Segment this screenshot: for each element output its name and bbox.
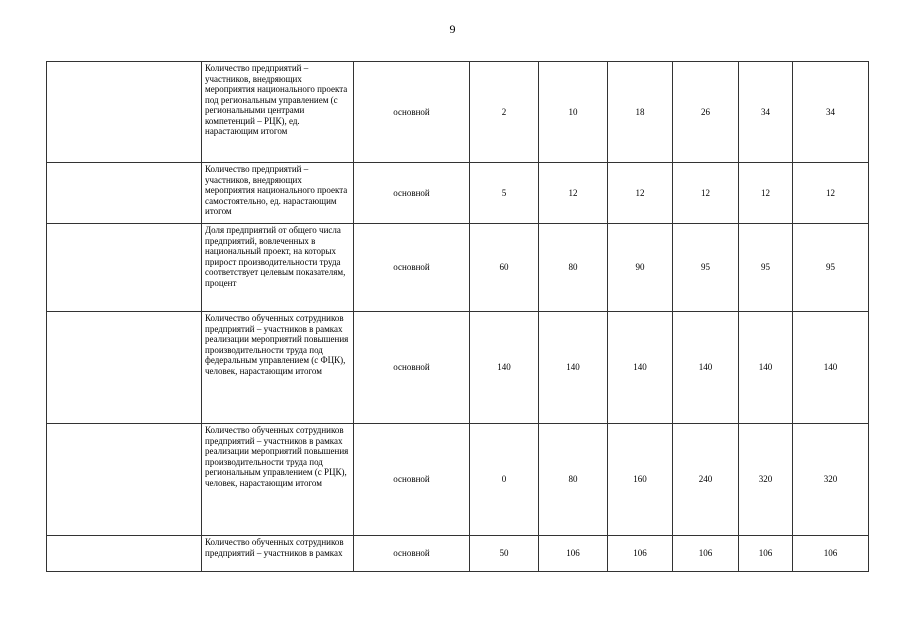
indicator-name-cell: Количество обученных сотрудников предприятий – участников в рамках	[202, 536, 354, 572]
value-cell: 80	[539, 424, 608, 536]
value-cell: 140	[608, 312, 673, 424]
value-cell: 95	[673, 224, 739, 312]
indicator-name-cell: Доля предприятий от общего числа предприятий, вовлеченных в национальный проект, на которых прирост производительности труда соответствует целевым показателям, процент	[202, 224, 354, 312]
table-row	[47, 224, 869, 312]
value-cell: 12	[739, 163, 793, 224]
value-cell: 26	[673, 62, 739, 163]
indicator-name-cell: Количество предприятий – участников, внедряющих мероприятия национального проекта самостоятельно, ед. нарастающим итогом	[202, 163, 354, 224]
value-cell: 106	[793, 536, 869, 572]
empty-cell	[47, 62, 202, 163]
value-cell: 0	[470, 424, 539, 536]
value-cell: 240	[673, 424, 739, 536]
value-cell: 320	[793, 424, 869, 536]
indicator-type-cell: основной	[354, 312, 470, 424]
value-cell: 140	[673, 312, 739, 424]
value-cell: 90	[608, 224, 673, 312]
value-cell: 12	[608, 163, 673, 224]
empty-cell	[47, 312, 202, 424]
indicator-type-cell: основной	[354, 536, 470, 572]
value-cell: 106	[739, 536, 793, 572]
value-cell: 140	[470, 312, 539, 424]
indicator-name-cell: Количество обученных сотрудников предприятий – участников в рамках реализации мероприятий повышения производительности труда под региональным управлением (с РЦК), человек, нарастающим итогом	[202, 424, 354, 536]
value-cell: 2	[470, 62, 539, 163]
empty-cell	[47, 424, 202, 536]
value-cell: 5	[470, 163, 539, 224]
value-cell: 34	[793, 62, 869, 163]
value-cell: 95	[739, 224, 793, 312]
page-number: 9	[449, 22, 456, 36]
indicator-type-cell: основной	[354, 224, 470, 312]
table-row	[47, 536, 869, 572]
value-cell: 18	[608, 62, 673, 163]
value-cell: 140	[539, 312, 608, 424]
indicator-type-cell: основной	[354, 163, 470, 224]
value-cell: 320	[739, 424, 793, 536]
value-cell: 140	[793, 312, 869, 424]
value-cell: 160	[608, 424, 673, 536]
indicators-table	[46, 61, 869, 572]
value-cell: 10	[539, 62, 608, 163]
table-row	[47, 163, 869, 224]
indicator-type-cell: основной	[354, 424, 470, 536]
value-cell: 60	[470, 224, 539, 312]
value-cell: 12	[673, 163, 739, 224]
empty-cell	[47, 163, 202, 224]
value-cell: 34	[739, 62, 793, 163]
value-cell: 50	[470, 536, 539, 572]
value-cell: 106	[608, 536, 673, 572]
table-row	[47, 312, 869, 424]
empty-cell	[47, 536, 202, 572]
indicator-type-cell: основной	[354, 62, 470, 163]
empty-cell	[47, 224, 202, 312]
table-row	[47, 424, 869, 536]
value-cell: 12	[539, 163, 608, 224]
value-cell: 106	[539, 536, 608, 572]
table-row	[47, 62, 869, 163]
indicator-name-cell: Количество обученных сотрудников предприятий – участников в рамках реализации мероприятий повышения производительности труда под федеральным управлением (с ФЦК), человек, нарастающим итогом	[202, 312, 354, 424]
value-cell: 106	[673, 536, 739, 572]
value-cell: 140	[739, 312, 793, 424]
indicator-name-cell: Количество предприятий – участников, внедряющих мероприятия национального проекта под региональным управлением (с региональными центрами компетенций – РЦК), ед. нарастающим итогом	[202, 62, 354, 163]
value-cell: 80	[539, 224, 608, 312]
value-cell: 95	[793, 224, 869, 312]
value-cell: 12	[793, 163, 869, 224]
